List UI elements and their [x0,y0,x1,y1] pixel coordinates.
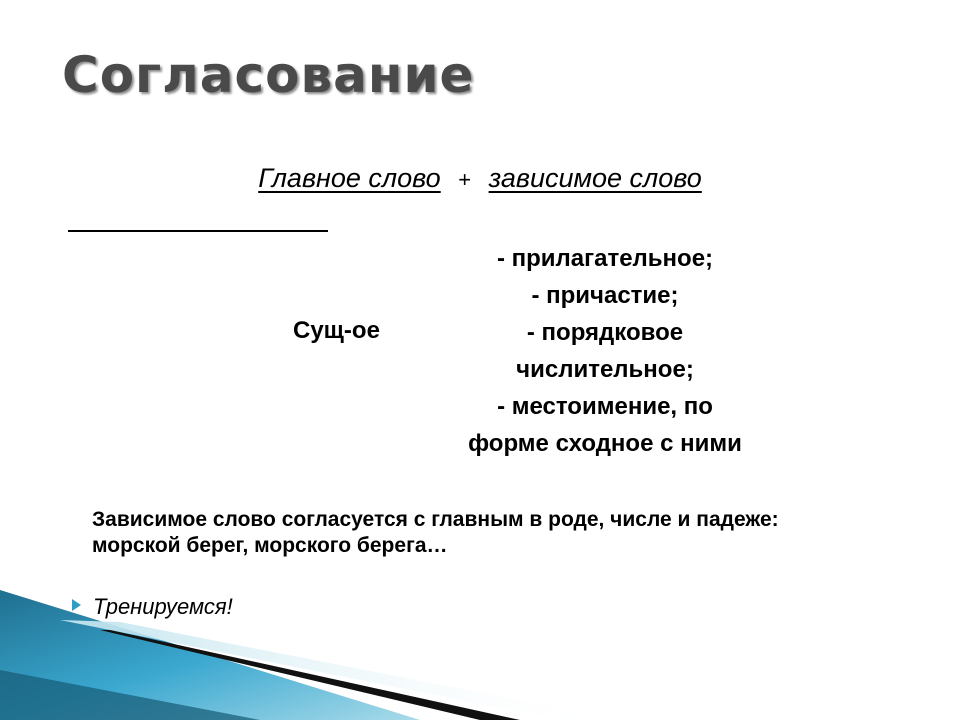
corner-decoration [0,560,960,720]
dependent-line: числительное; [516,356,694,383]
dependent-line: - порядковое [526,319,684,346]
slide-title: Согласование [62,46,475,104]
scheme-heading [0,163,960,194]
dependent-line: - местоимение, по [497,393,713,420]
dependent-line: форме сходное с ними [468,430,742,457]
dependent-line: - прилагательное; [496,245,714,272]
bullet-item [72,594,233,620]
dependent-list [430,240,780,462]
plus-sign: + [458,167,472,192]
noun-label: Сущ-ое [293,317,380,344]
main-word: Главное слово [258,163,441,193]
bullet-text: Тренируемся! [93,594,233,619]
bullet-arrow-icon [72,599,81,611]
horizontal-rule [68,230,328,232]
agreement-rule-text: Зависимое слово согласуется с главным в роде, числе и падеже: морской берег, морского берега… [92,508,779,557]
dependent-word: зависимое слово [488,163,702,193]
dependent-line: - причастие; [531,282,679,309]
